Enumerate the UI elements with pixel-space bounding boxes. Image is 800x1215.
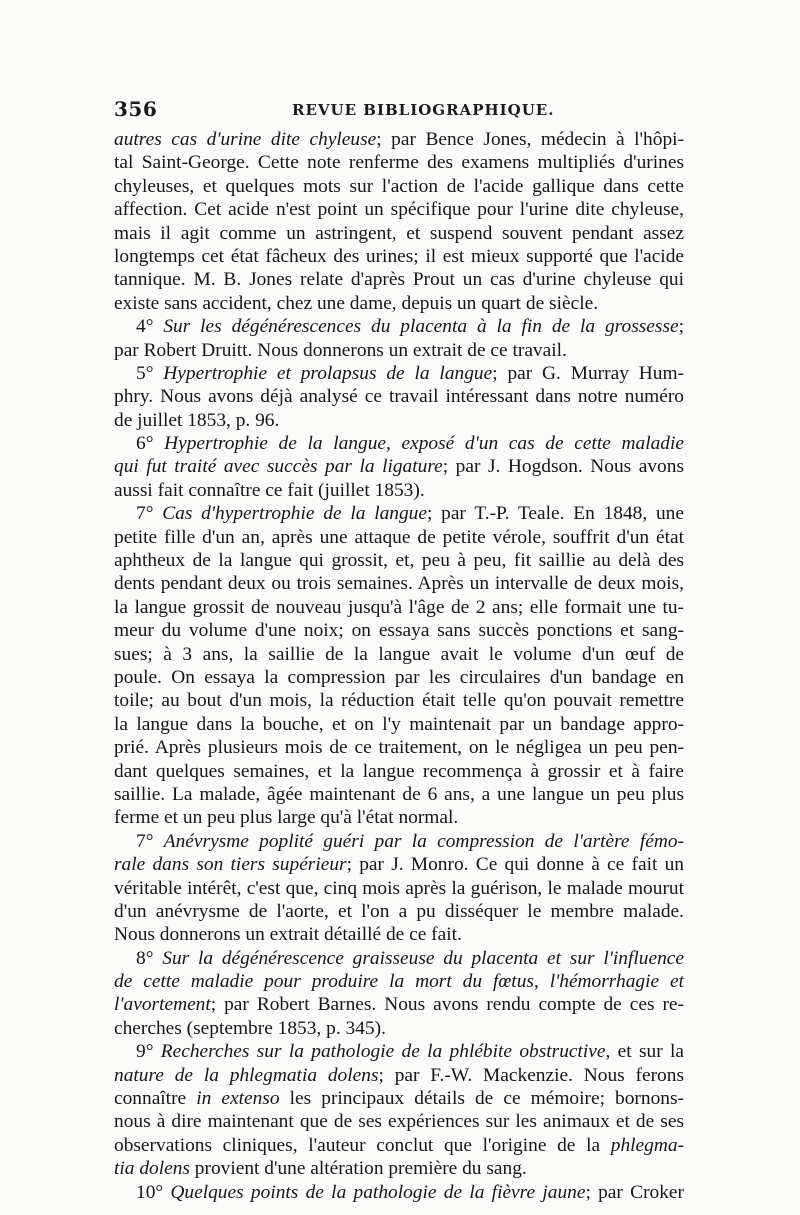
text-line <box>114 947 684 970</box>
text-line <box>114 268 684 291</box>
text-line <box>114 783 684 806</box>
text-line <box>114 1134 684 1157</box>
page-header <box>114 97 684 121</box>
text-run: , et sur la <box>605 1041 685 1063</box>
text-run: ; par J. Monro. Ce qui donne à ce fait un <box>346 854 684 876</box>
text-line <box>114 923 684 946</box>
text-run: ; <box>678 316 684 338</box>
text-run: 4° <box>136 316 164 338</box>
text-line <box>114 409 684 432</box>
text-line <box>114 198 684 221</box>
text-run: aussi fait connaître ce fait (juillet 1853). <box>114 479 425 501</box>
text-run: ; par T.-P. Teale. En 1848, une <box>426 503 684 525</box>
text-run: 7° <box>136 830 164 852</box>
text-line <box>114 643 684 666</box>
text-run: d'un anévrysme de l'aorte, et l'on a pu disséquer le membre malade. <box>114 900 684 922</box>
body-text <box>114 128 684 1204</box>
italic-text: tia dolens <box>114 1158 190 1180</box>
text-run: toile; au bout d'un mois, la réduction était telle qu'on pouvait remettre <box>114 690 684 712</box>
text-line <box>114 128 684 151</box>
text-line <box>114 877 684 900</box>
text-line <box>114 1157 684 1180</box>
text-run: 9° <box>136 1041 161 1063</box>
italic-text: in extenso <box>196 1088 280 1110</box>
text-run: mais il agit comme un astringent, et suspend souvent pendant assez <box>114 222 684 244</box>
italic-text: Quelques points de la pathologie de la fièvre jaune <box>170 1181 586 1203</box>
text-line <box>114 853 684 876</box>
text-run: existe sans accident, chez une dame, depuis un quart de siècle. <box>114 292 599 314</box>
text-line <box>114 970 684 993</box>
text-run: de juillet 1853, p. 96. <box>114 409 280 431</box>
text-line <box>114 619 684 642</box>
italic-text: nature de la phlegmatia dolens <box>114 1064 379 1086</box>
text-line <box>114 736 684 759</box>
page-number: 356 <box>114 97 158 121</box>
text-run: observations cliniques, l'auteur conclut que l'origine de la <box>114 1134 611 1156</box>
text-run: ; par Robert Barnes. Nous avons rendu compte de ces re- <box>210 994 684 1016</box>
text-run: les principaux détails de ce mémoire; bornons- <box>279 1088 684 1110</box>
text-run: dant quelques semaines, et la langue recommença à grossir et à faire <box>114 760 684 782</box>
text-line <box>114 175 684 198</box>
italic-text: rale dans son tiers supérieur <box>114 854 347 876</box>
italic-text: Sur la dégénérescence graisseuse du placenta et sur l'influence <box>162 947 684 969</box>
text-line <box>114 689 684 712</box>
text-line <box>114 572 684 595</box>
text-run: provient d'une altération première du sang. <box>189 1158 527 1180</box>
text-line <box>114 479 684 502</box>
text-run: dents pendant deux ou trois semaines. Après un intervalle de deux mois, <box>114 573 684 595</box>
italic-text: Sur les dégénérescences du placenta à la fin de la grossesse <box>163 316 679 338</box>
text-line <box>114 596 684 619</box>
text-run: 5° <box>136 362 164 384</box>
text-line <box>114 549 684 572</box>
text-run: sues; à 3 ans, la saillie de la langue avait le volume d'un œuf de <box>114 643 684 665</box>
text-line <box>114 900 684 923</box>
text-run: véritable intérêt, c'est que, cinq mois après la guérison, le malade mourut <box>114 877 684 899</box>
italic-text: autres cas d'urine dite chyleuse <box>114 129 377 150</box>
text-line <box>114 315 684 338</box>
text-line <box>114 1017 684 1040</box>
text-run: 7° <box>136 503 163 525</box>
text-run: ; par Bence Jones, médecin à l'hôpi- <box>376 129 684 150</box>
text-run: ; par Croker <box>585 1181 684 1203</box>
italic-text: phlegma- <box>610 1134 684 1156</box>
text-line <box>114 362 684 385</box>
text-line <box>114 292 684 315</box>
text-line <box>114 1181 684 1204</box>
text-line <box>114 455 684 478</box>
italic-text: Cas d'hypertrophie de la langue <box>162 503 427 525</box>
text-run: la langue dans la bouche, et on l'y maintenait par un bandage appro- <box>114 713 684 735</box>
italic-text: Anévrysme poplité guéri par la compression de l'artère fémo- <box>163 830 684 852</box>
text-line <box>114 713 684 736</box>
text-line <box>114 993 684 1016</box>
text-run: prié. Après plusieurs mois de ce traitement, on le négligea un peu pen- <box>114 737 684 759</box>
text-run: ; par G. Murray Hum- <box>492 362 684 384</box>
text-run: 8° <box>136 947 163 969</box>
text-run: cherches (septembre 1853, p. 345). <box>114 1017 386 1039</box>
italic-text: qui fut traité avec succès par la ligature <box>114 456 443 478</box>
text-line <box>114 222 684 245</box>
italic-text: l'avortement <box>114 994 211 1016</box>
text-line <box>114 760 684 783</box>
italic-text: Recherches sur la pathologie de la phlébite obstructive <box>160 1041 606 1063</box>
text-run: 10° <box>136 1181 171 1203</box>
text-run: poule. On essaya la compression par les circulaires d'un bandage en <box>114 666 684 688</box>
text-run: affection. Cet acide n'est point un spécifique pour l'urine dite chyleuse, <box>114 199 684 221</box>
text-run: tal Saint-George. Cette note renferme des examens multipliés d'urines <box>114 152 684 174</box>
italic-text: de cette maladie pour produire la mort du fœtus, l'hémorrhagie et <box>114 971 684 993</box>
text-line <box>114 385 684 408</box>
text-run: meur du volume d'une noix; on essaya sans succès ponctions et sang- <box>114 620 684 642</box>
text-line <box>114 151 684 174</box>
text-run: phry. Nous avons déjà analysé ce travail intéressant dans notre numéro <box>114 386 684 408</box>
text-line <box>114 432 684 455</box>
text-line <box>114 526 684 549</box>
text-line <box>114 666 684 689</box>
text-run: ; par F.-W. Mackenzie. Nous ferons <box>378 1064 684 1086</box>
text-run: ferme et un peu plus large qu'à l'état normal. <box>114 807 459 829</box>
italic-text: Hypertrophie de la langue, exposé d'un cas de cette maladie <box>164 433 684 455</box>
text-run: connaître <box>114 1088 197 1110</box>
text-line <box>114 1064 684 1087</box>
text-line <box>114 1110 684 1133</box>
text-run: 6° <box>136 433 165 455</box>
text-line <box>114 245 684 268</box>
italic-text: Hypertrophie et prolapsus de la langue <box>163 362 493 384</box>
text-run: petite fille d'un an, après une attaque de petite vérole, souffrit d'un état <box>114 526 684 548</box>
text-run: chyleuses, et quelques mots sur l'action de l'acide gallique dans cette <box>114 175 684 197</box>
text-run: saillie. La malade, âgée maintenant de 6 ans, a une langue un peu plus <box>114 783 684 805</box>
text-run: par Robert Druitt. Nous donnerons un extrait de ce travail. <box>114 339 567 361</box>
running-title: REVUE BIBLIOGRAPHIQUE. <box>292 101 555 119</box>
text-run: aphtheux de la langue qui grossit, et, peu à peu, fit saillie au delà des <box>114 550 684 572</box>
text-line <box>114 1040 684 1063</box>
text-line <box>114 830 684 853</box>
text-run: ; par J. Hogdson. Nous avons <box>442 456 684 478</box>
text-run: nous à dire maintenant que de ses expériences sur les animaux et de ses <box>114 1111 684 1133</box>
text-line <box>114 806 684 829</box>
text-run: la langue grossit de nouveau jusqu'à l'âge de 2 ans; elle formait une tu- <box>114 596 684 618</box>
text-run: tannique. M. B. Jones relate d'après Prout un cas d'urine chyleuse qui <box>114 269 684 291</box>
text-line <box>114 339 684 362</box>
text-run: Nous donnerons un extrait détaillé de ce fait. <box>114 924 462 946</box>
text-run: longtemps cet état fâcheux des urines; il est mieux supporté que l'acide <box>114 245 684 267</box>
text-line <box>114 1087 684 1110</box>
text-line <box>114 502 684 525</box>
